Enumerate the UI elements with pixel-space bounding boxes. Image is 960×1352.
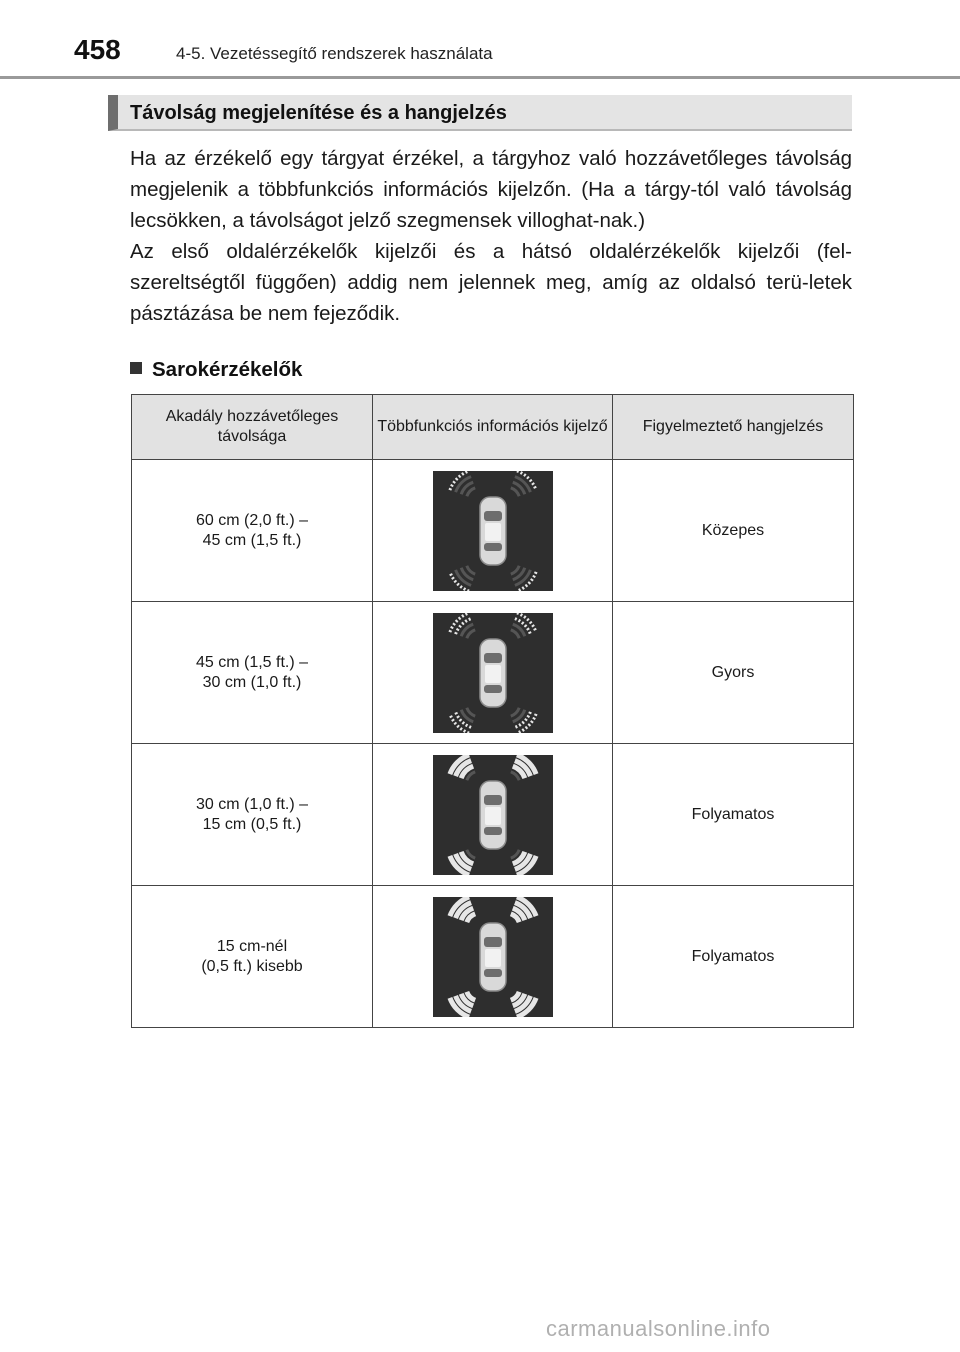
section-heading (108, 95, 852, 131)
distance-line: 15 cm (0,5 ft.) (202, 815, 302, 833)
sensor-segments (510, 471, 535, 496)
lit-segment (466, 991, 474, 999)
buzzer-cell: Folyamatos (613, 744, 854, 886)
car-top-view-icon (433, 471, 553, 591)
lit-segment (510, 913, 518, 921)
display-cell (373, 744, 613, 886)
lit-segment (466, 913, 474, 921)
sensor-segments (510, 565, 535, 590)
distance-line: 30 cm (1,0 ft.) (202, 673, 302, 691)
distance-cell (132, 460, 373, 602)
sensor-segments (449, 613, 474, 638)
unlit-segment (510, 707, 518, 715)
header-buzzer: Figyelmeztető hangjelzés (613, 395, 854, 460)
header-display: Többfunkciós információs kijelző (373, 395, 613, 460)
car-top-view-icon (433, 613, 553, 733)
sensor-segments (449, 755, 474, 780)
distance-cell (132, 744, 373, 886)
buzzer-cell: Közepes (613, 460, 854, 602)
header-rule (0, 76, 960, 79)
sensor-segments (449, 565, 474, 590)
paragraph-1: Ha az érzékelő egy tárgyat érzékel, a tárgyhoz való hozzávetőleges távolság megjelenik a többfunkciós információs kijelzőn. (Ha a tárgy-tól való távolság lecsökken, a távolságot jelző szegmensek villoghat-nak.) (130, 147, 852, 232)
distance-line: 15 cm-nél (216, 937, 288, 955)
square-bullet-icon (130, 362, 142, 374)
buzzer-cell: Gyors (613, 602, 854, 744)
unlit-segment (510, 849, 518, 857)
sub-heading (130, 358, 302, 382)
sensor-segments (510, 849, 535, 874)
display-cell (373, 460, 613, 602)
table-row (132, 602, 854, 744)
unlit-segment (466, 487, 474, 495)
table-header-row (132, 395, 854, 460)
sensor-display-graphic (433, 471, 553, 591)
body-text (130, 143, 852, 329)
sensor-segments (510, 755, 535, 780)
header-distance: Akadály hozzávetőleges távolsága (132, 395, 373, 460)
distance-line: (0,5 ft.) kisebb (201, 957, 303, 975)
distance-line: 45 cm (1,5 ft.) (202, 531, 302, 549)
sensor-segments (510, 897, 535, 922)
sensor-display-graphic (433, 897, 553, 1017)
running-head: 4-5. Vezetéssegítő rendszerek használata (176, 44, 493, 63)
paragraph-2: Az első oldalérzékelők kijelzői és a hátsó oldalérzékelők kijelzői (fel-szereltségtől függően) addig nem jelennek meg, amíg az oldalsó terü-letek pásztázása be nem fejeződik. (130, 240, 852, 325)
sensor-segments (510, 707, 535, 732)
unlit-segment (510, 771, 518, 779)
sub-heading-label: Sarokérzékelők (152, 358, 303, 381)
watermark: carmanualsonline.info (546, 1316, 771, 1341)
display-cell (373, 886, 613, 1028)
page-number: 458 (74, 34, 121, 65)
sensor-segments (449, 991, 474, 1016)
car-top-view-icon (433, 755, 553, 875)
sensor-display-graphic (433, 613, 553, 733)
car-icon (480, 781, 506, 849)
lit-segment (510, 991, 518, 999)
sensor-segments (449, 707, 474, 732)
distance-line: 60 cm (2,0 ft.) – (195, 511, 309, 529)
distance-cell (132, 886, 373, 1028)
table-row (132, 460, 854, 602)
unlit-segment (466, 707, 474, 715)
distance-line: 30 cm (1,0 ft.) – (195, 795, 309, 813)
distance-line: 45 cm (1,5 ft.) – (195, 653, 309, 671)
section-title: Távolság megjelenítése és a hangjelzés (130, 102, 507, 124)
buzzer-cell: Folyamatos (613, 886, 854, 1028)
unlit-segment (510, 487, 518, 495)
unlit-segment (466, 565, 474, 573)
sensor-segments (449, 849, 474, 874)
table-row (132, 886, 854, 1028)
car-top-view-icon (433, 897, 553, 1017)
sensor-segments (449, 897, 474, 922)
table-row (132, 744, 854, 886)
car-icon (480, 497, 506, 565)
sensor-segments (510, 613, 535, 638)
unlit-segment (466, 629, 474, 637)
display-cell (373, 602, 613, 744)
unlit-segment (510, 565, 518, 573)
sensor-segments (449, 471, 474, 496)
sensor-display-graphic (433, 755, 553, 875)
distance-cell (132, 602, 373, 744)
unlit-segment (510, 629, 518, 637)
car-icon (480, 639, 506, 707)
sensor-table (131, 394, 854, 1028)
unlit-segment (466, 849, 474, 857)
car-icon (480, 923, 506, 991)
sensor-segments (510, 991, 535, 1016)
unlit-segment (466, 771, 474, 779)
